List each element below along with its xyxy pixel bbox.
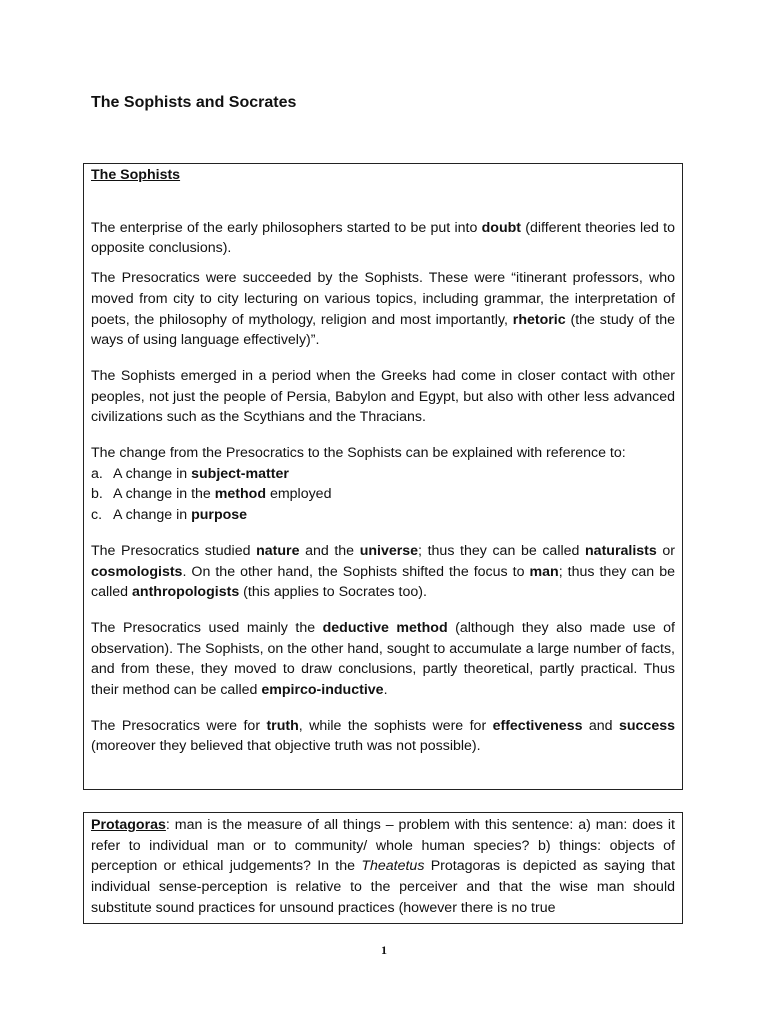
work-title: Theatetus xyxy=(361,858,425,875)
page-number: 1 xyxy=(381,943,387,957)
paragraph-emergence: The Sophists emerged in a period when the Greeks had come in closer contact with other peoples, not just the people of Persia, Babylon and Egypt, but also with other less advanced civilizations such as the Scythians and the Thracians. xyxy=(91,367,675,426)
protagoras-name: Protagoras xyxy=(91,817,166,833)
paragraph-sophists-intro: The Presocratics were succeeded by the Sophists. These were “itinerant professors, who moved from city to city lecturing on various topics, including grammar, the interpretation of poets, the philosophy of mythology, religion and most importantly, rhetoric (the study of the ways of using language effectively)”. xyxy=(91,270,675,349)
paragraph-purpose: The Presocratics were for truth, while the sophists were for effectiveness and success (moreover they believed that objective truth was not possible). xyxy=(91,717,675,755)
paragraph-doubt: The enterprise of the early philosophers started to be put into doubt (different theories led to opposite conclusions). xyxy=(91,219,675,257)
list-item: b. A change in the method employed xyxy=(91,486,332,503)
change-list xyxy=(91,464,675,526)
list-item: a. A change in subject-matter xyxy=(91,465,289,482)
paragraph-method: The Presocratics used mainly the deductive method (although they also made use of observation). The Sophists, on the other hand, sought to accumulate a large number of facts, and from these, they moved to draw conclusions, partly theoretical, partly practical. Thus their method can be called empirco-inductive. xyxy=(91,619,675,699)
protagoras-section xyxy=(83,812,683,924)
section-heading: The Sophists xyxy=(91,167,181,183)
paragraph-protagoras: Protagoras: man is the measure of all things – problem with this sentence: a) man: does it refer to individual man or to community/ whole human species? b) things: objects of perception or ethical judgements? In the Theatetus Protagoras is depicted as saying that individual sense-perception is relative to the perceiver and that the wise man should substitute sound practices for unsound practices (however there is no true xyxy=(91,817,675,916)
sophists-section xyxy=(83,163,683,790)
list-item: c. A change in purpose xyxy=(91,507,248,524)
paragraph-change-intro: The change from the Presocratics to the Sophists can be explained with reference to: xyxy=(91,445,626,462)
paragraph-subject-matter: The Presocratics studied nature and the universe; thus they can be called naturalists or cosmologists. On the other hand, the Sophists shifted the focus to man; thus they can be called anthropologists (this applies to Socrates too). xyxy=(91,542,675,601)
page-title: The Sophists and Socrates xyxy=(91,94,297,111)
